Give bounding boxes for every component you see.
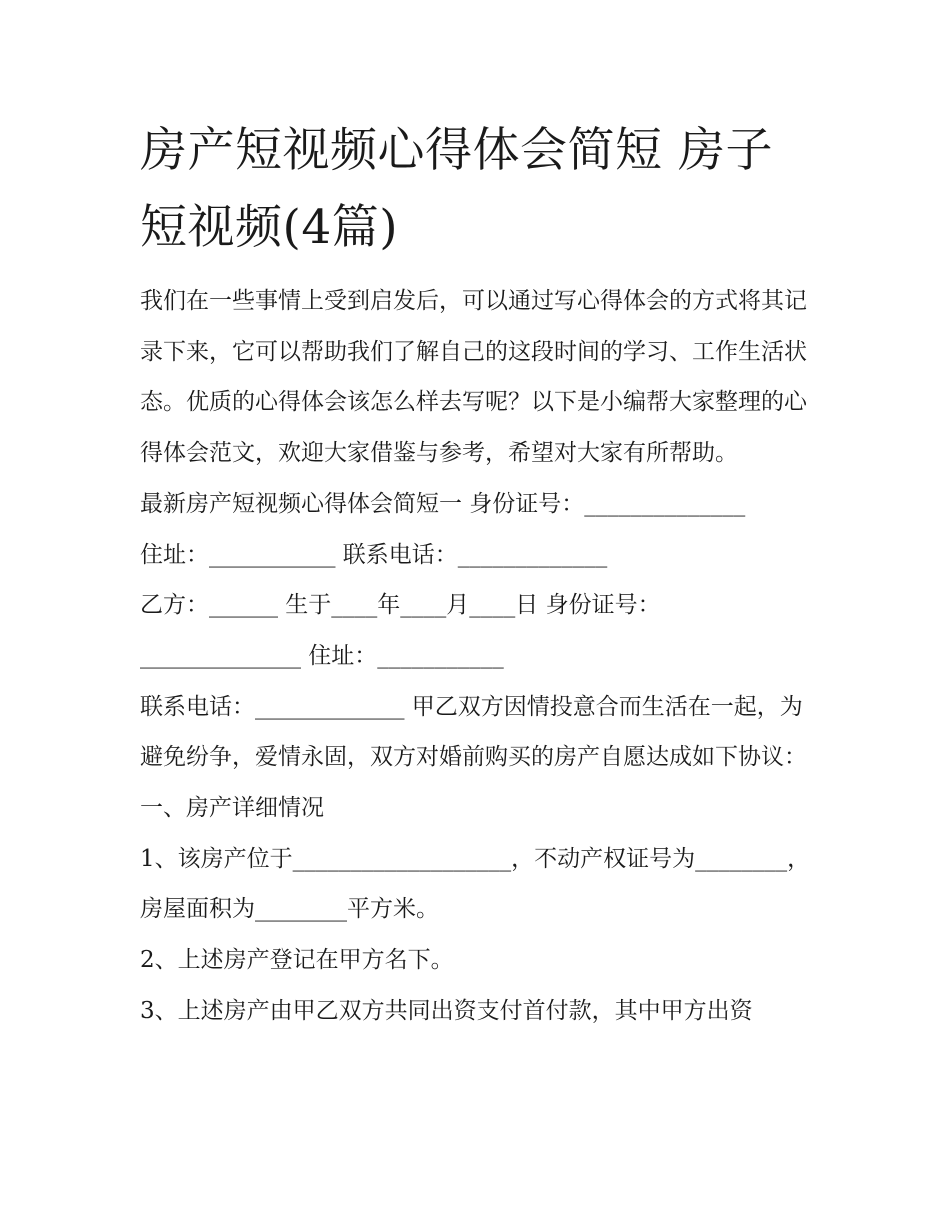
- intro-paragraph: 我们在一些事情上受到启发后，可以通过写心得体会的方式将其记录下来，它可以帮助我们了解自己的这段时间的学习、工作生活状态。优质的心得体会该怎么样去写呢？以下是小编帮大家整理的心得体会范文，欢迎大家借鉴与参考，希望对大家有所帮助。: [140, 288, 807, 467]
- clause-1-paragraph: 1、该房产位于___________________，不动产权证号为________，房屋面积为________平方米。: [140, 845, 811, 923]
- contract-party-b-line: 乙方：______ 生于____年____月____日 身份证号：______________ 住址：___________: [140, 592, 661, 669]
- document-body: [140, 276, 820, 1037]
- contract-preamble-paragraph: 联系电话：_____________ 甲乙双方因情投意合而生活在一起，为避免纷争，爱情永固，双方对婚前购买的房产自愿达成如下协议： 一、房产详细情况: [140, 693, 807, 822]
- clause-3-paragraph: 3、上述房产由甲乙双方共同出资支付首付款，其中甲方出资: [140, 997, 753, 1024]
- clause-2-paragraph: 2、上述房产登记在甲方名下。: [140, 947, 454, 974]
- document-title: 房产短视频心得体会简短 房子短视频(4篇): [140, 123, 773, 255]
- contract-party-a-id-line: 最新房产短视频心得体会简短一 身份证号：______________: [140, 490, 746, 517]
- contract-party-a-address-line: 住址：___________ 联系电话：_____________: [140, 541, 608, 568]
